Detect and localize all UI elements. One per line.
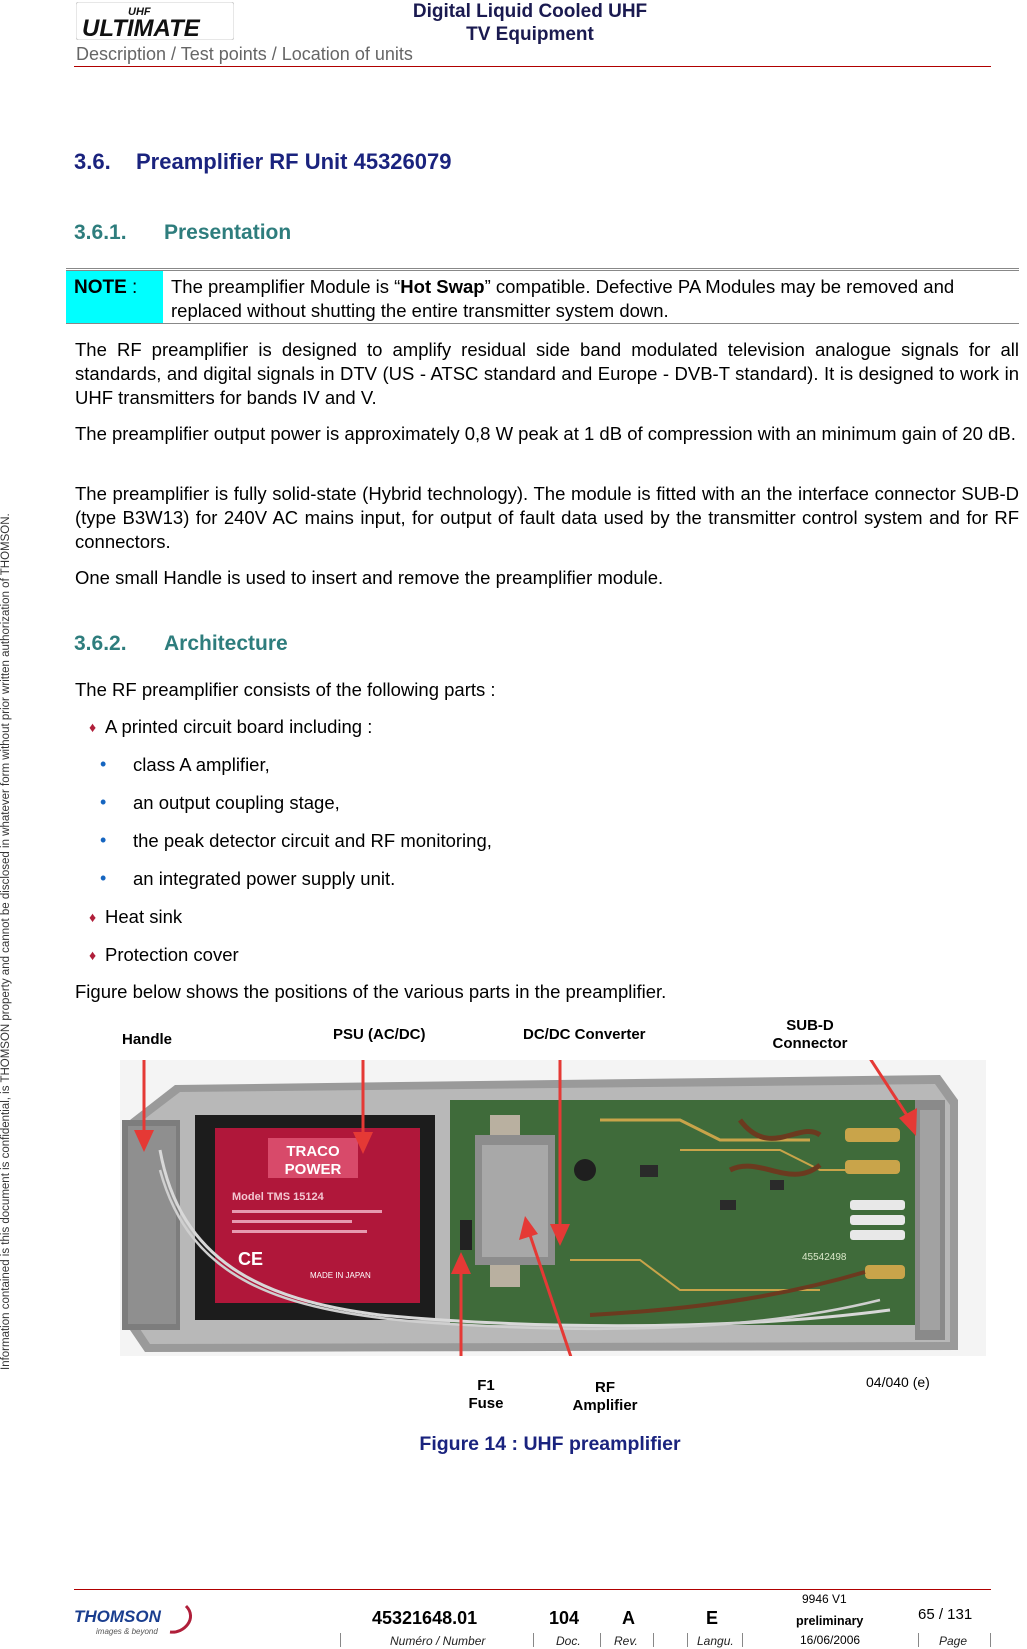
doc-code: 104 <box>549 1608 580 1628</box>
footer-separator <box>990 1633 991 1647</box>
footer-rule <box>74 1589 991 1590</box>
footer-separator <box>918 1633 919 1647</box>
label-dcdc: DC/DC Converter <box>523 1026 646 1043</box>
doc-version: 9946 V1 <box>802 1592 847 1606</box>
subsection-number: 3.6.1. <box>74 221 127 244</box>
doc-rev: A <box>622 1608 635 1628</box>
power-text: POWER <box>284 1161 342 1178</box>
preamplifier-photo <box>120 1060 986 1356</box>
label-doc: Doc. <box>556 1634 581 1648</box>
doc-lang: E <box>706 1608 719 1628</box>
traco-text: TRACO <box>286 1143 340 1160</box>
thomson-wordmark: THOMSON <box>74 1607 161 1626</box>
model-text: Model TMS 15124 <box>232 1191 324 1203</box>
subsection-heading-presentation <box>74 221 291 245</box>
made-in-text: MADE IN JAPAN <box>310 1271 371 1280</box>
footer-separator <box>600 1633 601 1647</box>
footer-separator <box>533 1633 534 1647</box>
svg-text:UHF: UHF <box>128 6 151 18</box>
svg-text:ULTIMATE: ULTIMATE <box>82 15 200 40</box>
footer-separator <box>742 1633 743 1647</box>
label-number: Numéro / Number <box>390 1634 486 1648</box>
section-title: Preamplifier RF Unit 45326079 <box>136 149 452 174</box>
footer-separator <box>687 1633 688 1647</box>
doc-date: 16/06/2006 <box>800 1633 861 1647</box>
figure-reference: 04/040 (e) <box>866 1374 930 1390</box>
page-number: 65 / 131 <box>918 1606 973 1623</box>
paragraph-3: The preamplifier is fully solid-state (Hybrid technology). The module is fitted with an the interface connector SUB-D (type B3W13) for 240V AC mains input, for output of fault data used by the transmitter control system and for RF connectors. <box>75 483 1019 552</box>
label-lang: Langu. <box>697 1634 734 1648</box>
paragraph-4: One small Handle is used to insert and remove the preamplifier module. <box>75 567 664 588</box>
label-psu: PSU (AC/DC) <box>333 1026 426 1043</box>
subsection-title: Architecture <box>164 632 288 655</box>
doc-number: 45321648.01 <box>372 1608 478 1628</box>
label-subd: SUB-D Connector <box>772 1017 848 1052</box>
footer-separator <box>653 1633 654 1647</box>
note-box <box>66 268 1019 324</box>
paragraph-2: The preamplifier output power is approximately 0,8 W peak at 1 dB of compression with an minimum gain of 20 dB. <box>75 423 1016 444</box>
hot-swap-term: Hot Swap <box>400 276 485 297</box>
ultimate-logo <box>76 2 234 40</box>
paragraph-1: The RF preamplifier is designed to amplify residual side band modulated television analogue signals for all standards, and digital signals in DTV (US - ATSC standard and Europe - DVB-T standard). It is designed to work in UHF transmitters for bands IV and V. <box>75 339 1019 408</box>
figure-caption: Figure 14 : UHF preamplifier <box>419 1433 681 1455</box>
architecture-intro: The RF preamplifier consists of the following parts : <box>75 679 496 700</box>
header-title-line1: Digital Liquid Cooled UHF <box>412 1 648 22</box>
pcb-number: 45542498 <box>802 1252 847 1263</box>
figure-intro: Figure below shows the positions of the various parts in the preamplifier. <box>75 981 667 1002</box>
header-title-line2: TV Equipment <box>466 24 594 45</box>
section-heading <box>74 149 451 175</box>
header-rule <box>74 66 991 67</box>
subsection-number: 3.6.2. <box>74 632 127 655</box>
header-subtitle: Description / Test points / Location of units <box>76 44 413 64</box>
thomson-tagline: images & beyond <box>96 1627 158 1636</box>
note-text: The preamplifier Module is “Hot Swap” compatible. Defective PA Modules may be removed and replaced without shutting the entire transmitter system down. <box>171 276 955 321</box>
label-handle: Handle <box>122 1031 173 1048</box>
label-f1-fuse: F1 Fuse <box>468 1377 504 1412</box>
confidential-notice: Information contained is this document is confidential, is THOMSON property and cannot be disclosed in whatever form without prior written authorization of THOMSON. <box>0 513 12 1370</box>
label-rf-amplifier: RF Amplifier <box>572 1379 638 1414</box>
svg-text:CE: CE <box>238 1249 264 1269</box>
subsection-title: Presentation <box>164 221 292 244</box>
footer-separator <box>340 1633 341 1647</box>
label-page: Page <box>939 1634 968 1648</box>
section-number: 3.6. <box>74 149 111 174</box>
thomson-logo <box>74 1598 194 1638</box>
doc-status: preliminary <box>796 1614 864 1628</box>
header-title <box>300 0 760 46</box>
note-label: NOTE : <box>66 271 163 323</box>
subsection-heading-architecture <box>74 632 288 656</box>
label-rev: Rev. <box>614 1634 638 1648</box>
